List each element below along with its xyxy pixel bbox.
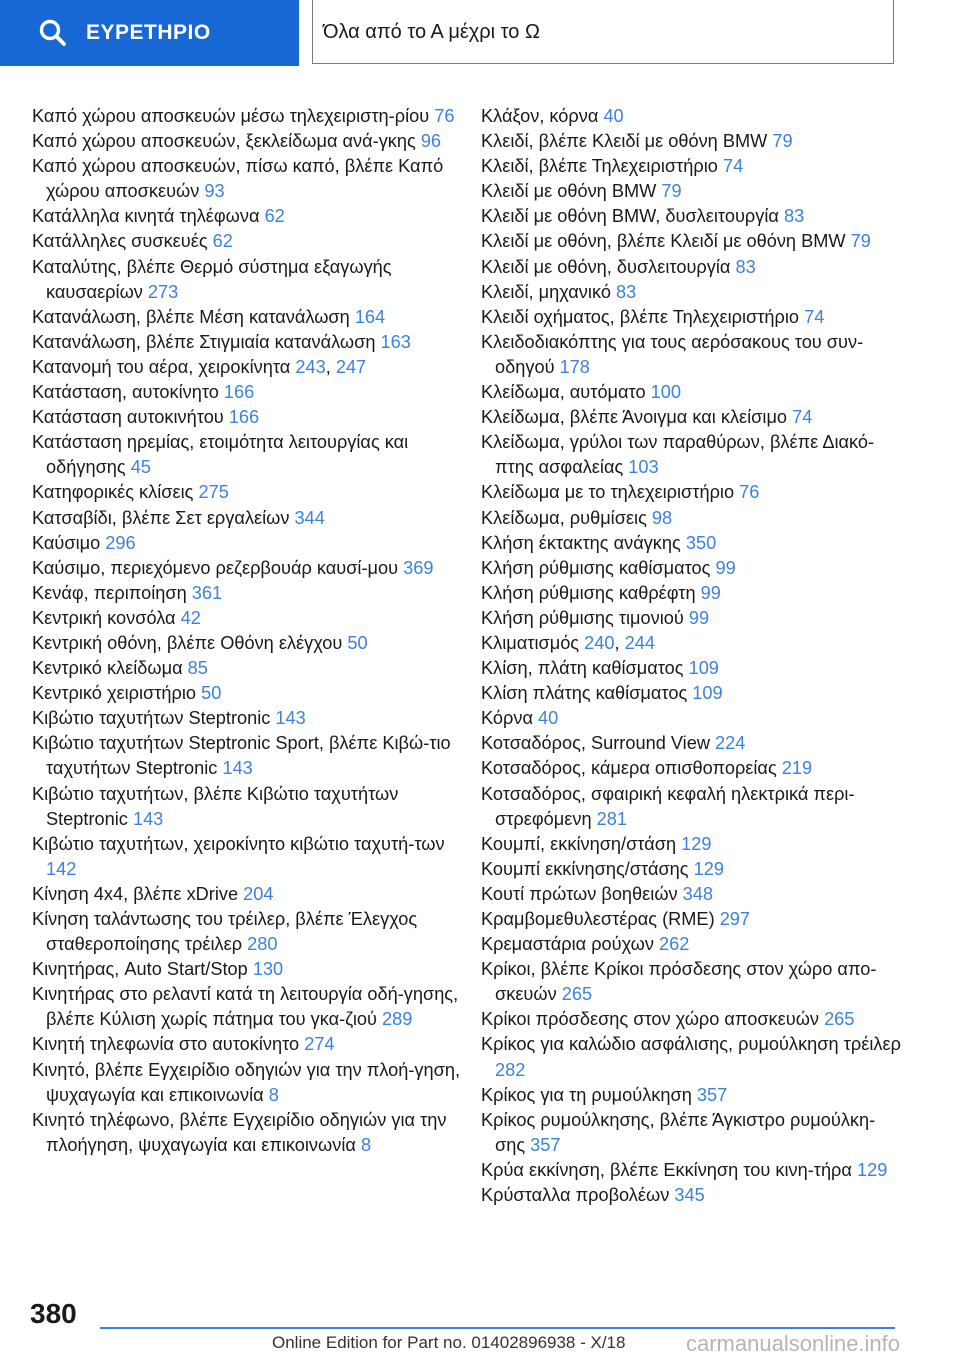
entry-term: Κλήση έκτακτης ανάγκης bbox=[481, 532, 686, 553]
page-link[interactable]: 350 bbox=[685, 532, 717, 553]
entry-term: Καύσιμο, περιεχόμενο ρεζερβουάρ καυσί-μου bbox=[32, 557, 404, 578]
footer-divider bbox=[100, 1327, 895, 1329]
page-link[interactable]: 99 bbox=[700, 582, 721, 603]
index-entry bbox=[32, 1108, 472, 1158]
index-entry bbox=[32, 380, 472, 405]
index-entry bbox=[481, 154, 901, 179]
page-link[interactable]: 40 bbox=[538, 708, 559, 729]
entry-term: Κλειδί με οθόνη BMW bbox=[481, 181, 662, 202]
index-search-tab[interactable] bbox=[0, 0, 299, 66]
page-link[interactable]: 83 bbox=[735, 256, 756, 277]
index-entry bbox=[32, 430, 472, 480]
page-link[interactable]: 109 bbox=[688, 658, 719, 679]
page-link[interactable]: 100 bbox=[650, 382, 682, 403]
page-link[interactable]: 45 bbox=[130, 457, 151, 478]
entry-term: Κουμπί εκκίνησης/στάσης bbox=[481, 858, 694, 879]
page-link[interactable]: 8 bbox=[268, 1084, 279, 1105]
entry-term: Κίνηση 4x4, βλέπε xDrive bbox=[32, 883, 244, 904]
page-link[interactable]: 361 bbox=[191, 582, 223, 603]
page-link[interactable]: 219 bbox=[781, 758, 813, 779]
page-link[interactable]: 243 bbox=[295, 356, 326, 377]
index-entry bbox=[481, 581, 901, 606]
index-entry bbox=[481, 255, 901, 280]
page-link[interactable]: 50 bbox=[347, 632, 368, 653]
page-link[interactable]: 40 bbox=[603, 106, 624, 126]
entry-term: Κατάσταση αυτοκινήτου bbox=[32, 407, 229, 428]
index-entry bbox=[32, 706, 472, 731]
index-entry bbox=[32, 1058, 472, 1108]
index-entry bbox=[481, 229, 901, 254]
page-link[interactable]: 289 bbox=[382, 1009, 413, 1030]
entry-term: Κεντρικό χειριστήριο bbox=[32, 683, 202, 704]
index-entry bbox=[481, 556, 901, 581]
page-link[interactable]: 348 bbox=[682, 883, 714, 904]
index-entry bbox=[481, 1007, 901, 1032]
entry-term: Κλείδωμα, γρύλοι των παραθύρων, βλέπε Διακό-πτης ασφαλείας bbox=[481, 432, 875, 478]
page-link[interactable]: 344 bbox=[294, 507, 325, 528]
page-link[interactable]: 357 bbox=[696, 1084, 728, 1105]
page-link[interactable]: 74 bbox=[792, 407, 813, 428]
index-entry bbox=[481, 857, 901, 882]
entry-term: Κρύσταλλα προβολέων bbox=[481, 1185, 675, 1206]
page-link[interactable]: 296 bbox=[105, 532, 136, 553]
entry-term: Κοτσαδόρος, κάμερα οπισθοπορείας bbox=[481, 758, 782, 779]
entry-term: Κατανάλωση, βλέπε Στιγμιαία κατανάλωση bbox=[32, 331, 381, 352]
index-entry bbox=[481, 606, 901, 631]
index-entry bbox=[481, 405, 901, 430]
page-link[interactable]: 129 bbox=[693, 858, 724, 879]
index-entry bbox=[481, 380, 901, 405]
entry-term: Κλήση ρύθμισης καθίσματος bbox=[481, 557, 716, 578]
entry-term: Κρίκος για καλώδιο ασφάλισης, ρυμούλκηση τρέιλερ bbox=[481, 1034, 901, 1055]
entry-term: Κλείδωμα, ρυθμίσεις bbox=[481, 507, 652, 528]
index-entry bbox=[32, 656, 472, 681]
page-link[interactable]: 265 bbox=[824, 1009, 855, 1030]
page-link[interactable]: 244 bbox=[624, 632, 655, 653]
index-entry bbox=[481, 531, 901, 556]
entry-term: Κρεμαστάρια ρούχων bbox=[481, 934, 660, 955]
index-entry bbox=[32, 957, 472, 982]
page-link[interactable]: 204 bbox=[243, 883, 274, 904]
page-link[interactable]: 109 bbox=[692, 683, 723, 704]
page-link[interactable]: 129 bbox=[856, 1159, 888, 1180]
index-column-right bbox=[481, 104, 901, 1208]
page-link[interactable]: 130 bbox=[252, 959, 284, 980]
page-header bbox=[0, 0, 960, 70]
entry-term: Κρύα εκκίνηση, βλέπε Εκκίνηση του κινη-τήρα bbox=[481, 1159, 857, 1180]
entry-term: Κινητήρας, Auto Start/Stop bbox=[32, 959, 253, 980]
page-link[interactable]: 357 bbox=[530, 1134, 561, 1155]
entry-term: Κλείδωμα, βλέπε Άνοιγμα και κλείσιμο bbox=[481, 407, 793, 428]
index-entry bbox=[481, 1083, 901, 1108]
page-link[interactable]: 103 bbox=[628, 457, 659, 478]
page-link[interactable]: 369 bbox=[403, 557, 434, 578]
entry-term: Κεντρική κονσόλα bbox=[32, 607, 181, 628]
index-entry bbox=[32, 330, 472, 355]
entry-term: Κατάσταση ηρεμίας, ετοιμότητα λειτουργίας και οδήγησης bbox=[32, 432, 409, 478]
page-link[interactable]: 345 bbox=[674, 1185, 705, 1206]
index-entry bbox=[481, 932, 901, 957]
entry-term: Κιβώτιο ταχυτήτων, χειροκίνητο κιβώτιο ταχυτή-των bbox=[32, 833, 445, 854]
page-link[interactable]: 163 bbox=[380, 331, 411, 352]
page-number: 380 bbox=[30, 1298, 77, 1329]
index-entry bbox=[481, 330, 901, 380]
page-link[interactable]: 62 bbox=[212, 231, 233, 252]
entry-term: Κλιματισμός bbox=[481, 632, 585, 653]
entry-term: Κιβώτιο ταχυτήτων, βλέπε Κιβώτιο ταχυτήτων Steptronic bbox=[32, 783, 399, 829]
page-link[interactable]: 76 bbox=[434, 106, 455, 126]
page-link[interactable]: 50 bbox=[201, 683, 222, 704]
entry-term: Κίνηση ταλάντωσης του τρέιλερ, βλέπε Έλεγχος σταθεροποίησης τρέιλερ bbox=[32, 909, 418, 955]
entry-term: Κλείδωμα με το τηλεχειριστήριο bbox=[481, 482, 740, 503]
entry-term: Κεντρική οθόνη, βλέπε Οθόνη ελέγχου bbox=[32, 632, 348, 653]
index-entry bbox=[481, 430, 901, 480]
page-link[interactable]: 178 bbox=[559, 356, 590, 377]
index-entry bbox=[32, 405, 472, 430]
entry-term: Κλειδί, βλέπε Τηλεχειριστήριο bbox=[481, 156, 723, 177]
entry-term: Κλείδωμα, αυτόματο bbox=[481, 382, 651, 403]
entry-term: Καπό χώρου αποσκευών μέσω τηλεχειριστη-ρίου bbox=[32, 106, 435, 126]
entry-term: Κουμπί, εκκίνηση/στάση bbox=[481, 833, 682, 854]
index-entry bbox=[32, 606, 472, 631]
index-entry bbox=[32, 581, 472, 606]
index-entry bbox=[481, 1108, 901, 1158]
entry-term: Καταλύτης, βλέπε Θερμό σύστημα εξαγωγής καυσαερίων bbox=[32, 256, 392, 302]
entry-term: Κρίκος ρυμούλκησης, βλέπε Άγκιστρο ρυμούλκη-σης bbox=[481, 1109, 876, 1155]
page-link[interactable]: 275 bbox=[198, 482, 229, 503]
entry-term: Κλειδί, μηχανικό bbox=[481, 281, 616, 302]
entry-term: Κατάλληλες συσκευές bbox=[32, 231, 213, 252]
entry-term: Καπό χώρου αποσκευών, ξεκλείδωμα ανά-γκης bbox=[32, 131, 421, 152]
index-entry bbox=[32, 531, 472, 556]
page-link[interactable]: 42 bbox=[180, 607, 201, 628]
index-entry bbox=[32, 154, 472, 204]
index-entry bbox=[481, 480, 901, 505]
index-entry bbox=[481, 1158, 901, 1183]
page-link[interactable]: 143 bbox=[275, 708, 306, 729]
page-link[interactable]: 262 bbox=[659, 934, 690, 955]
footer-edition: Online Edition for Part no. 01402896938 - X/18 bbox=[272, 1333, 626, 1352]
entry-term: Κοτσαδόρος, Surround View bbox=[481, 733, 716, 754]
index-label: ΕΥΡΕΤΗΡΙΟ bbox=[86, 21, 211, 44]
entry-term: Κλειδί με οθόνη, βλέπε Κλειδί με οθόνη BMW bbox=[481, 231, 851, 252]
index-entry bbox=[32, 556, 472, 581]
index-entry bbox=[481, 305, 901, 330]
page-separator: , bbox=[614, 632, 625, 653]
page-link[interactable]: 280 bbox=[247, 934, 278, 955]
index-entry bbox=[481, 179, 901, 204]
page-link[interactable]: 96 bbox=[420, 131, 442, 152]
index-entry bbox=[481, 782, 901, 832]
entry-term: Κινητή τηλεφωνία στο αυτοκίνητο bbox=[32, 1034, 305, 1055]
page-link[interactable]: 164 bbox=[354, 306, 386, 327]
index-entry bbox=[32, 631, 472, 656]
index-entry bbox=[32, 480, 472, 505]
index-entry bbox=[32, 731, 472, 781]
page-link[interactable]: 282 bbox=[495, 1059, 526, 1080]
index-entry bbox=[481, 706, 901, 731]
entry-term: Κινητό τηλέφωνο, βλέπε Εγχειρίδιο οδηγιών για την πλοήγηση, ψυχαγωγία και επικοινωνία bbox=[32, 1109, 447, 1155]
index-entry bbox=[481, 631, 901, 656]
entry-term: Κινητήρας στο ρελαντί κατά τη λειτουργία οδή-γησης, βλέπε Κύλιση χωρίς πάτημα του γκα-ζιού bbox=[32, 984, 459, 1030]
index-entry bbox=[481, 832, 901, 857]
entry-term: Κλειδί με οθόνη BMW, δυσλειτουργία bbox=[481, 206, 784, 227]
entry-term: Κινητό, βλέπε Εγχειρίδιο οδηγιών για την πλοή-γηση, ψυχαγωγία και επικοινωνία bbox=[32, 1059, 461, 1105]
index-entry bbox=[481, 681, 901, 706]
entry-term: Κατάσταση, αυτοκίνητο bbox=[32, 382, 224, 403]
page-link[interactable]: 83 bbox=[783, 206, 805, 227]
index-entry bbox=[32, 229, 472, 254]
page-link[interactable]: 93 bbox=[204, 181, 225, 202]
entry-term: Κεντρικό κλείδωμα bbox=[32, 658, 188, 679]
entry-term: Κρίκοι πρόσδεσης στον χώρο αποσκευών bbox=[481, 1009, 825, 1030]
index-entry bbox=[32, 882, 472, 907]
index-entry bbox=[32, 907, 472, 957]
index-entry bbox=[32, 204, 472, 229]
entry-term: Κλειδί, βλέπε Κλειδί με οθόνη BMW bbox=[481, 131, 773, 152]
entry-term: Καύσιμο bbox=[32, 532, 106, 553]
entry-term: Κλειδοδιακόπτης για τους αερόσακους του συν-οδηγού bbox=[481, 331, 864, 377]
entry-term: Κλίση, πλάτη καθίσματος bbox=[481, 658, 689, 679]
page-link[interactable]: 281 bbox=[596, 808, 627, 829]
index-entry bbox=[481, 104, 901, 129]
index-entry bbox=[32, 681, 472, 706]
page-link[interactable]: 79 bbox=[850, 231, 871, 252]
page-link[interactable]: 85 bbox=[187, 658, 208, 679]
index-entry bbox=[481, 129, 901, 154]
index-entry bbox=[481, 1032, 901, 1082]
index-entry bbox=[481, 731, 901, 756]
entry-term: Κλειδί οχήματος, βλέπε Τηλεχειριστήριο bbox=[481, 306, 805, 327]
page-link[interactable]: 74 bbox=[804, 306, 825, 327]
index-entry bbox=[481, 506, 901, 531]
index-entry bbox=[481, 280, 901, 305]
page-link[interactable]: 79 bbox=[772, 131, 793, 152]
index-entry bbox=[481, 656, 901, 681]
page-link[interactable]: 62 bbox=[264, 206, 285, 227]
entry-term: Κιβώτιο ταχυτήτων Steptronic bbox=[32, 708, 276, 729]
entry-term: Κλήση ρύθμισης τιμονιού bbox=[481, 607, 689, 628]
index-entry bbox=[32, 832, 472, 882]
entry-term: Κατηφορικές κλίσεις bbox=[32, 482, 199, 503]
entry-term: Κλειδί με οθόνη, δυσλειτουργία bbox=[481, 256, 736, 277]
index-entry bbox=[32, 104, 472, 129]
index-entry bbox=[32, 782, 472, 832]
index-entry bbox=[32, 129, 472, 154]
page-link[interactable]: 79 bbox=[661, 181, 682, 202]
page-link[interactable]: 265 bbox=[561, 984, 593, 1005]
page-link[interactable]: 297 bbox=[719, 909, 751, 929]
page-separator: , bbox=[325, 356, 336, 377]
entry-term: Κρίκος για τη ρυμούλκηση bbox=[481, 1084, 697, 1105]
page-link[interactable]: 8 bbox=[360, 1134, 372, 1155]
page-link[interactable]: 247 bbox=[335, 356, 367, 377]
page-title: Όλα από το Α μέχρι το Ω bbox=[312, 0, 894, 64]
page-link[interactable]: 76 bbox=[739, 482, 760, 503]
entry-term: Κλίση πλάτης καθίσματος bbox=[481, 683, 693, 704]
page-link[interactable]: 83 bbox=[616, 281, 637, 302]
entry-term: Κατάλληλα κινητά τηλέφωνα bbox=[32, 206, 265, 227]
page-link[interactable]: 99 bbox=[688, 607, 710, 628]
entry-term: Κατανομή του αέρα, χειροκίνητα bbox=[32, 356, 296, 377]
entry-term: Κιβώτιο ταχυτήτων Steptronic Sport, βλέπε Κιβώ-τιο ταχυτήτων Steptronic bbox=[32, 733, 451, 779]
index-entry bbox=[481, 882, 901, 907]
entry-term: Κατανάλωση, βλέπε Μέση κατανάλωση bbox=[32, 306, 355, 327]
index-entry bbox=[32, 355, 472, 380]
index-column-left bbox=[32, 104, 472, 1158]
index-entry bbox=[481, 1183, 901, 1208]
entry-term: Κρίκοι, βλέπε Κρίκοι πρόσδεσης στον χώρο απο-σκευών bbox=[481, 959, 877, 1005]
index-entry bbox=[32, 982, 472, 1032]
index-entry bbox=[481, 957, 901, 1007]
page-link[interactable]: 143 bbox=[132, 808, 164, 829]
entry-term: Κατσαβίδι, βλέπε Σετ εργαλείων bbox=[32, 507, 295, 528]
watermark: carmanualsonline.info bbox=[686, 1331, 901, 1356]
entry-term: Κοτσαδόρος, σφαιρική κεφαλή ηλεκτρικά περι-στρεφόμενη bbox=[481, 783, 855, 829]
entry-term: Κραμβομεθυλεστέρας (RME) bbox=[481, 909, 720, 929]
page-link[interactable]: 166 bbox=[228, 407, 260, 428]
page-link[interactable]: 99 bbox=[715, 557, 736, 578]
index-entry bbox=[481, 907, 901, 932]
page-link[interactable]: 74 bbox=[722, 156, 744, 177]
index-entry bbox=[32, 305, 472, 330]
page-link[interactable]: 224 bbox=[715, 733, 746, 754]
entry-term: Κενάφ, περιποίηση bbox=[32, 582, 192, 603]
entry-term: Κουτί πρώτων βοηθειών bbox=[481, 883, 683, 904]
entry-term: Κόρνα bbox=[481, 708, 539, 729]
page-link[interactable]: 129 bbox=[681, 833, 712, 854]
search-icon bbox=[38, 18, 68, 48]
entry-term: Καπό χώρου αποσκευών, πίσω καπό, βλέπε Καπό χώρου αποσκευών bbox=[32, 156, 444, 202]
index-entry bbox=[32, 255, 472, 305]
page-link[interactable]: 273 bbox=[147, 281, 179, 302]
entry-term: Κλήση ρύθμισης καθρέφτη bbox=[481, 582, 701, 603]
page-link[interactable]: 143 bbox=[222, 758, 253, 779]
index-entry bbox=[32, 506, 472, 531]
entry-term: Κλάξον, κόρνα bbox=[481, 106, 604, 126]
page-link[interactable]: 142 bbox=[46, 858, 77, 879]
index-entry bbox=[481, 756, 901, 781]
index-entry bbox=[32, 1032, 472, 1057]
page-link[interactable]: 166 bbox=[223, 382, 255, 403]
index-entry bbox=[481, 204, 901, 229]
page-link[interactable]: 274 bbox=[304, 1034, 335, 1055]
page-link[interactable]: 240 bbox=[584, 632, 615, 653]
page-link[interactable]: 98 bbox=[651, 507, 673, 528]
